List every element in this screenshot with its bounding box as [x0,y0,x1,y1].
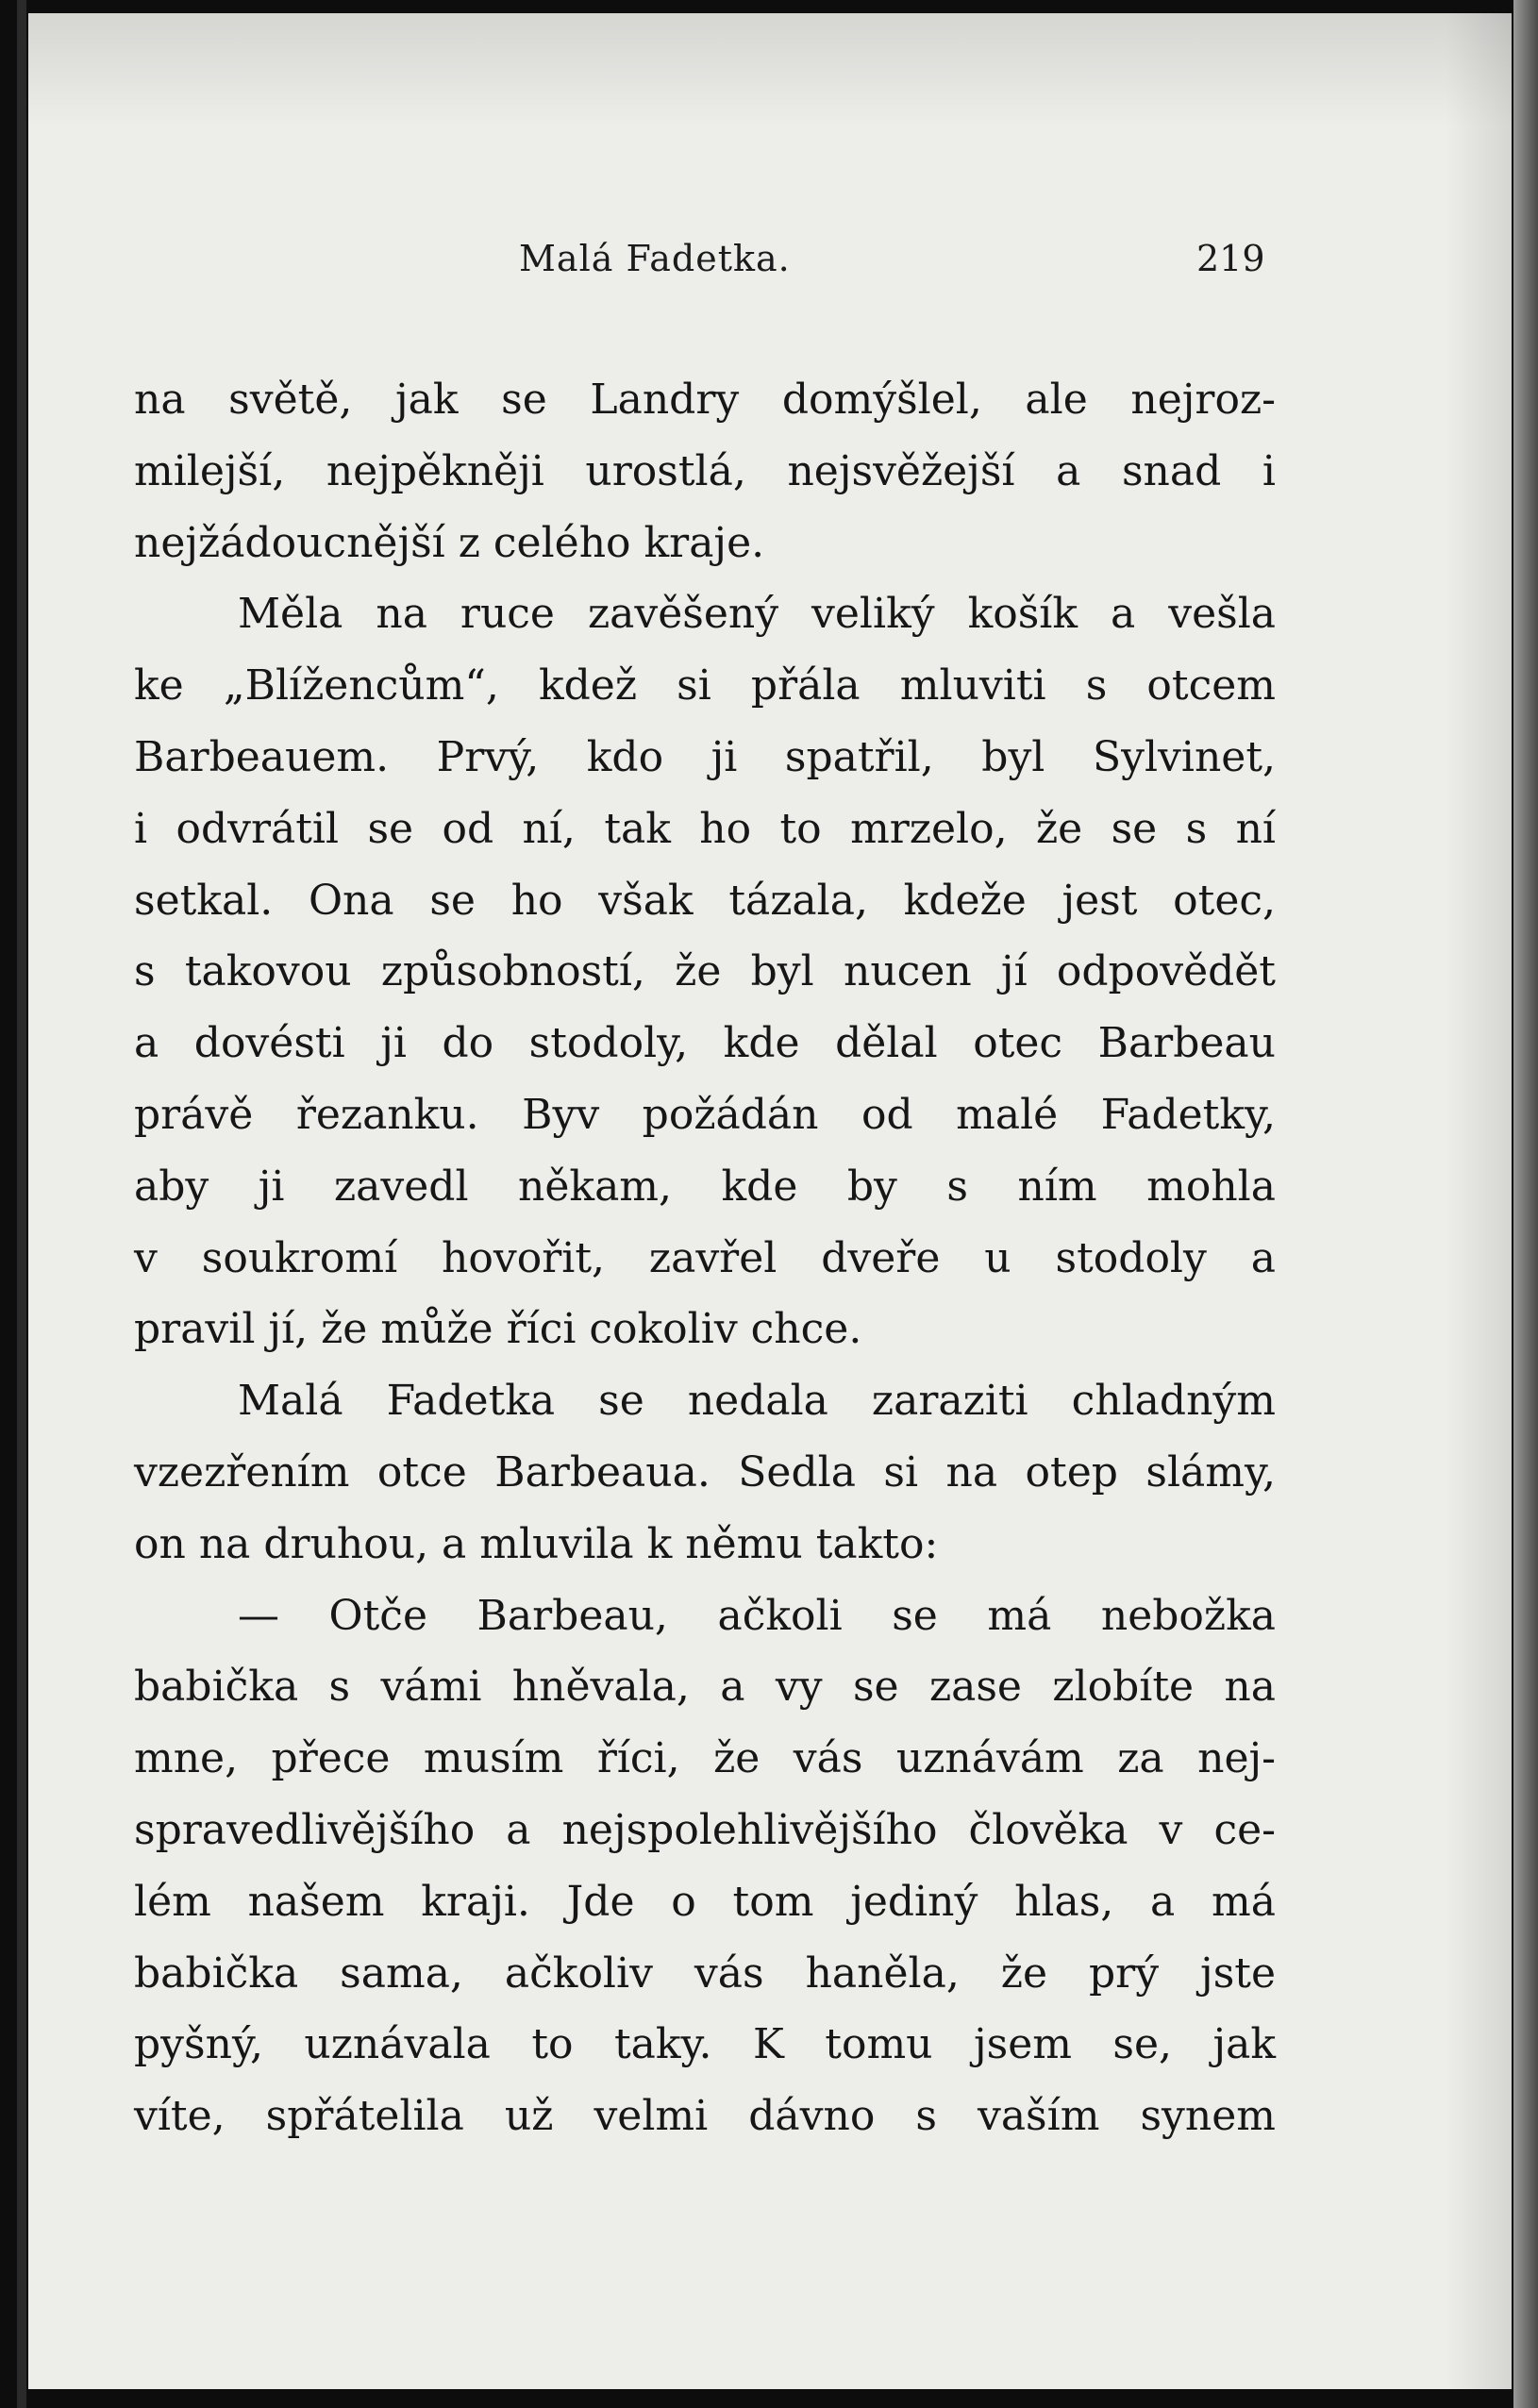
page-edge-shadow [1513,0,1538,2408]
text-line: Měla na ruce zavěšený veliký košík a vešla [238,590,1276,639]
text-line: a dovésti ji do stodoly, kde dělal otec Barbeau [134,1019,1276,1068]
text-line: i odvrátil se od ní, tak ho to mrzelo, že se s ní [134,804,1276,853]
text-line: spravedlivějšího a nejspolehlivějšího člověka v ce- [134,1805,1276,1854]
book-page [28,13,1512,2389]
text-line: s takovou způsobností, že byl nucen jí odpovědět [134,947,1276,996]
book-gutter-edge [17,0,26,2408]
text-line: pyšný, uznávala to taky. K tomu jsem se, jak [134,2020,1276,2069]
text-line: víte, spřátelila už velmi dávno s vaším synem [134,2092,1276,2141]
text-line: milejší, nejpěkněji urostlá, nejsvěžejší a snad i [134,446,1276,495]
text-line: ke „Blížencům“, kdež si přála mluviti s otcem [134,661,1276,711]
text-line: právě řezanku. Byv požádán od malé Fadetky, [134,1090,1276,1139]
text-line: setkal. Ona se ho však tázala, kdeže jest otec, [134,876,1276,925]
text-line: aby ji zavedl někam, kde by s ním mohla [134,1162,1276,1211]
text-line: v soukromí hovořit, zavřel dveře u stodoly a [134,1233,1276,1282]
text-line: — Otče Barbeau, ačkoli se má nebožka [238,1591,1276,1640]
text-line: vzezřením otce Barbeaua. Sedla si na otep slámy, [134,1447,1276,1497]
text-line: nejžádoucnější z celého kraje. [134,518,765,567]
page-number: 219 [1196,238,1265,279]
body-text [134,364,1276,2152]
text-line: on na druhou, a mluvila k němu takto: [134,1519,939,1568]
text-line: Barbeauem. Prvý, kdo ji spatřil, byl Sylvinet, [134,732,1276,781]
text-line: pravil jí, že může říci cokoliv chce. [134,1305,862,1354]
running-title: Malá Fadetka. [519,238,791,279]
text-line: babička s vámi hněvala, a vy se zase zlobíte na [134,1663,1276,1712]
page-header [28,238,1512,294]
text-line: na světě, jak se Landry domýšlel, ale nejroz- [134,376,1276,424]
text-line: Malá Fadetka se nedala zaraziti chladným [238,1377,1276,1426]
text-line: lém našem kraji. Jde o tom jediný hlas, a má [134,1877,1276,1926]
text-line: mne, přece musím říci, že vás uznávám za nej- [134,1734,1276,1783]
text-line: babička sama, ačkoliv vás haněla, že prý jste [134,1948,1276,1998]
